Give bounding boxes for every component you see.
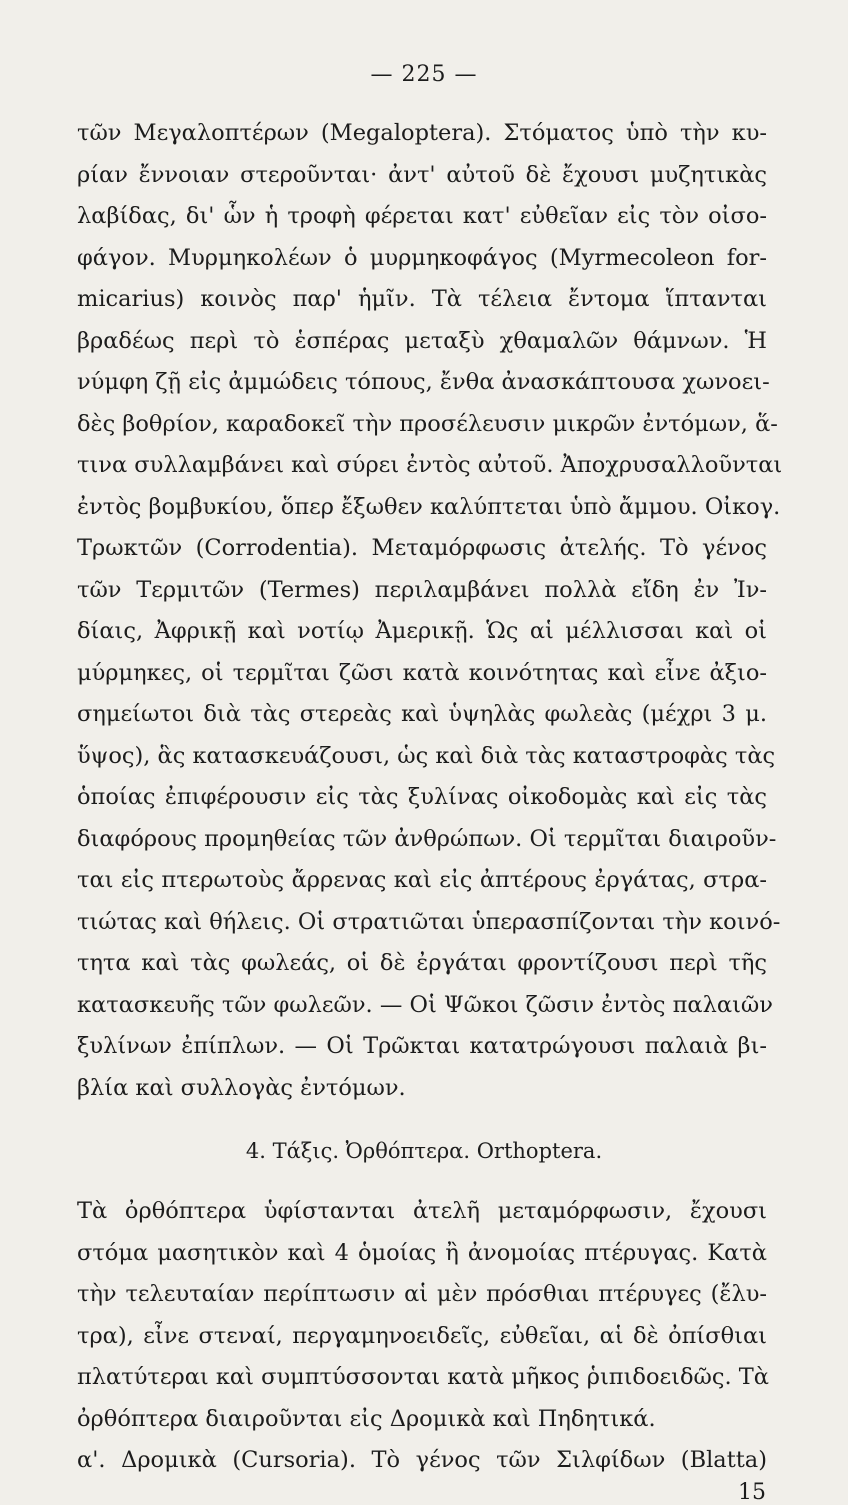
text-line: φάγον. Μυρμηκολέων ὁ μυρμηκοφάγος (Myrmecoleon for- — [77, 245, 767, 271]
text-line: βραδέως περὶ τὸ ἑσπέρας μεταξὺ χθαμαλῶν θάμνων. Ἡ — [77, 328, 767, 354]
text-line: δίαις, Ἀφρικῇ καὶ νοτίῳ Ἀμερικῇ. Ὡς αἱ μέλλισσαι καὶ οἱ — [77, 618, 767, 644]
section-heading: 4. Τάξις. Ὀρθόπτερα. Orthoptera. — [245, 1139, 603, 1163]
text-line: τρα), εἶνε στεναί, περγαμηνοειδεῖς, εὐθεῖαι, αἱ δὲ ὀπίσθιαι — [77, 1323, 767, 1349]
text-line: σημείωτοι διὰ τὰς στερεὰς καὶ ὑψηλὰς φωλεὰς (μέχρι 3 μ. — [77, 701, 767, 727]
text-line: ὕψος), ἃς κατασκευάζουσι, ὡς καὶ διὰ τὰς καταστροφὰς τὰς — [77, 743, 776, 769]
text-line: micarius) κοινὸς παρ' ἡμῖν. Τὰ τέλεια ἔντομα ἵπτανται — [77, 286, 767, 312]
text-line: ρίαν ἔννοιαν στεροῦνται· ἀντ' αὐτοῦ δὲ ἔχουσι μυζητικὰς — [77, 162, 767, 188]
text-line: τητα καὶ τὰς φωλεάς, οἱ δὲ ἐργάται φροντίζουσι περὶ τῆς — [77, 950, 767, 976]
text-line: τὴν τελευταίαν περίπτωσιν αἱ μὲν πρόσθιαι πτέρυγες (ἔλυ- — [77, 1281, 767, 1307]
text-line: τιώτας καὶ θήλεις. Οἱ στρατιῶται ὑπερασπίζονται τὴν κοινό- — [77, 909, 781, 935]
text-line: διαφόρους προμηθείας τῶν ἀνθρώπων. Οἱ τερμῖται διαιροῦν- — [77, 826, 777, 852]
text-line: δὲς βοθρίον, καραδοκεῖ τὴν προσέλευσιν μικρῶν ἐντόμων, ἅ- — [77, 411, 778, 437]
text-line: στόμα μασητικὸν καὶ 4 ὁμοίας ἢ ἀνομοίας πτέρυγας. Κατὰ — [77, 1240, 767, 1266]
text-line: Τρωκτῶν (Corrodentia). Μεταμόρφωσις ἀτελής. Τὸ γένος — [77, 535, 767, 561]
text-line: ξυλίνων ἐπίπλων. — Οἱ Τρῶκται κατατρώγουσι παλαιὰ βι- — [77, 1033, 767, 1059]
text-line: πλατύτεραι καὶ συμπτύσσονται κατὰ μῆκος ῥιπιδοειδῶς. Τὰ — [77, 1364, 769, 1390]
text-line: α'. Δρομικὰ (Cursoria). Τὸ γένος τῶν Σιλφίδων (Blatta) — [77, 1447, 767, 1473]
text-line: λαβίδας, δι' ὧν ἡ τροφὴ φέρεται κατ' εὐθεῖαν εἰς τὸν οἰσο- — [77, 203, 767, 229]
text-line: ὀρθόπτερα διαιροῦνται εἰς Δρομικὰ καὶ Πηδητικά. — [77, 1406, 656, 1432]
text-line: ἐντὸς βομβυκίου, ὅπερ ἔξωθεν καλύπτεται ὑπὸ ἄμμου. Οἰκογ. — [77, 494, 781, 520]
text-line: νύμφη ζῇ εἰς ἀμμώδεις τόπους, ἔνθα ἀνασκάπτουσα χωνοει- — [77, 369, 770, 395]
text-line: τινα συλλαμβάνει καὶ σύρει ἐντὸς αὐτοῦ. Ἀποχρυσαλλοῦνται — [77, 452, 783, 478]
text-line: μύρμηκες, οἱ τερμῖται ζῶσι κατὰ κοινότητας καὶ εἶνε ἀξιο- — [77, 660, 767, 686]
text-line: τῶν Μεγαλοπτέρων (Megaloptera). Στόματος ὑπὸ τὴν κυ- — [77, 120, 767, 146]
signature-mark: 15 — [738, 1480, 766, 1505]
text-line: κατασκευῆς τῶν φωλεῶν. — Οἱ Ψῶκοι ζῶσιν ἐντὸς παλαιῶν — [77, 992, 773, 1018]
text-line: ὁποίας ἐπιφέρουσιν εἰς τὰς ξυλίνας οἰκοδομὰς καὶ εἰς τὰς — [77, 784, 767, 810]
page-number: — 225 — — [370, 62, 478, 87]
text-line: ται εἰς πτερωτοὺς ἄρρενας καὶ εἰς ἀπτέρους ἐργάτας, στρα- — [77, 867, 767, 893]
text-line: βλία καὶ συλλογὰς ἐντόμων. — [77, 1075, 406, 1101]
text-line: τῶν Τερμιτῶν (Termes) περιλαμβάνει πολλὰ εἴδη ἐν Ἰν- — [77, 577, 767, 603]
text-line: Τὰ ὀρθόπτερα ὑφίστανται ἀτελῆ μεταμόρφωσιν, ἔχουσι — [77, 1198, 767, 1224]
